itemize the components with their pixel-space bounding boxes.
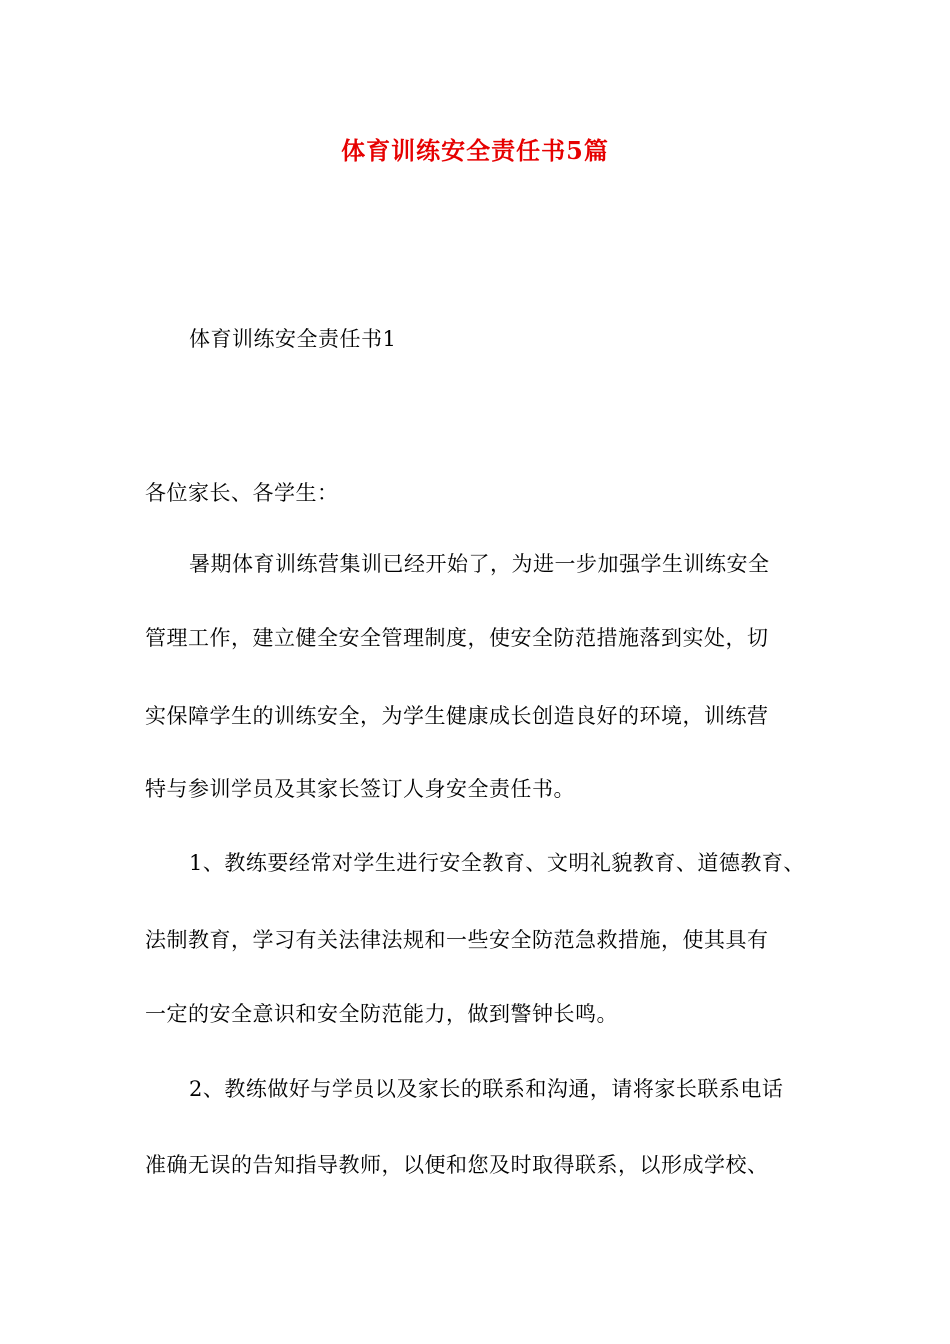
paragraph-line: 实保障学生的训练安全，为学生健康成长创造良好的环境，训练营: [145, 704, 769, 728]
paragraph-line: 法制教育，学习有关法律法规和一些安全防范急救措施，使其具有: [145, 928, 769, 952]
paragraph-line: 2、教练做好与学员以及家长的联系和沟通，请将家长联系电话: [189, 1077, 784, 1101]
paragraph-line: 准确无误的告知指导教师，以便和您及时取得联系，以形成学校、: [145, 1153, 769, 1177]
salutation: 各位家长、各学生：: [145, 481, 339, 505]
paragraph-line: 管理工作，建立健全安全管理制度，使安全防范措施落到实处，切: [145, 626, 769, 650]
section-heading: 体育训练安全责任书1: [189, 327, 397, 351]
paragraph-line: 1、教练要经常对学生进行安全教育、文明礼貌教育、道德教育、: [189, 851, 805, 875]
paragraph-line: 特与参训学员及其家长签订人身安全责任书。: [145, 777, 575, 801]
paragraph-line: 暑期体育训练营集训已经开始了，为进一步加强学生训练安全: [189, 552, 770, 576]
document-title: 体育训练安全责任书5篇: [341, 136, 609, 165]
paragraph-line: 一定的安全意识和安全防范能力，做到警钟长鸣。: [145, 1002, 618, 1026]
